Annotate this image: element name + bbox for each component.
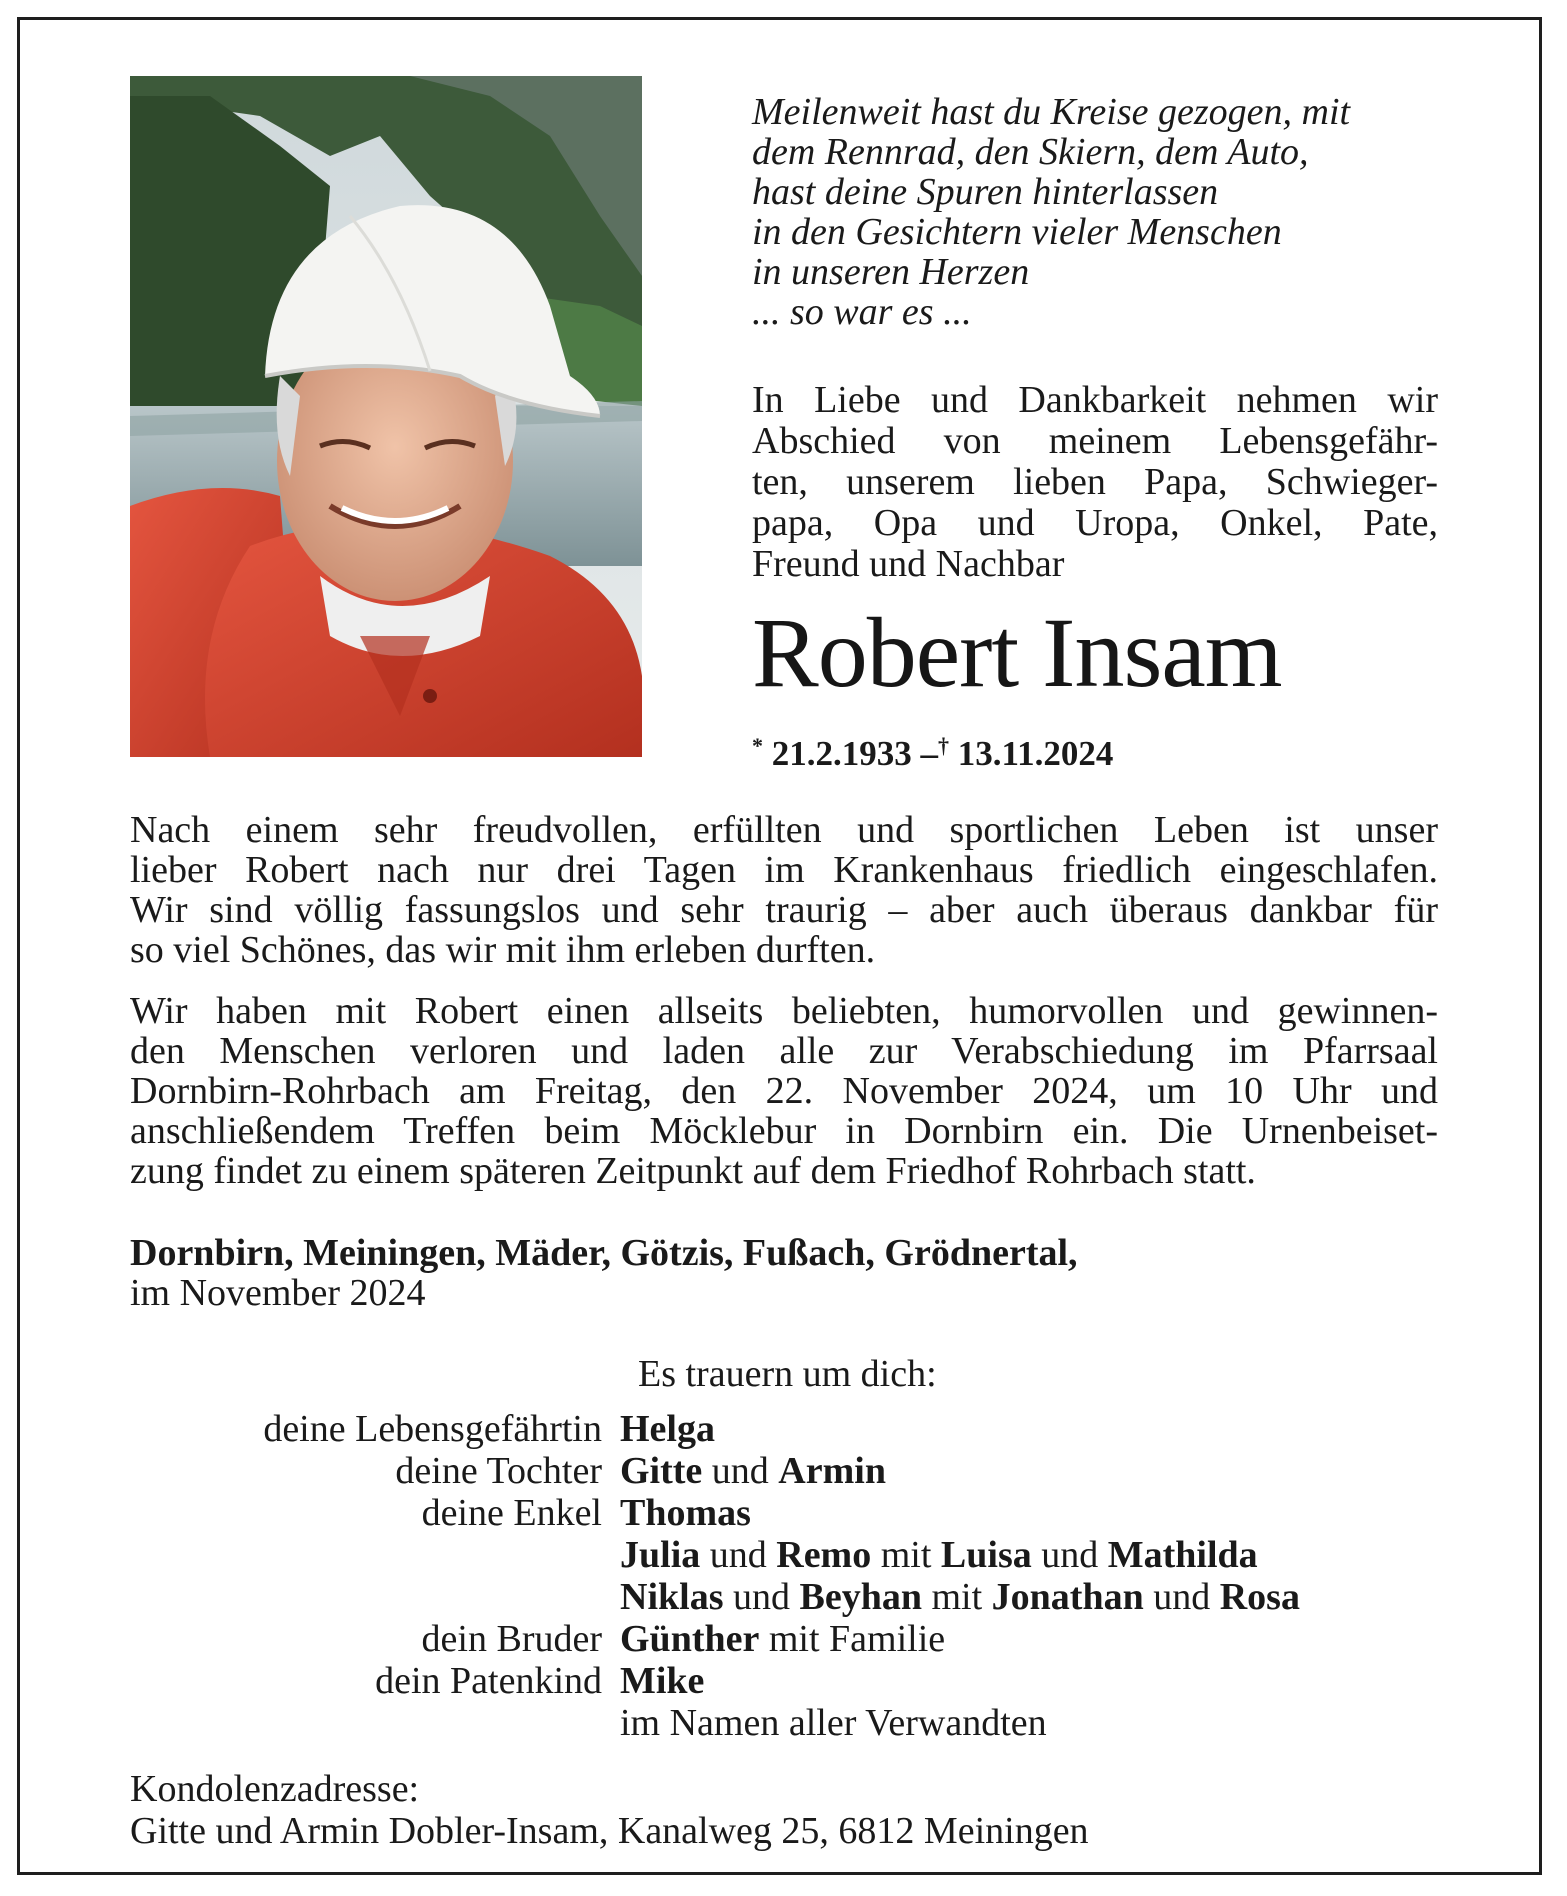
relation-label: dein Bruder <box>421 1618 602 1660</box>
mourner-name: Beyhan <box>799 1576 922 1618</box>
relatives-line: im Namen aller Verwandten <box>620 1702 1047 1744</box>
paragraph-line: Nach einem sehr freudvollen, erfüllten und sportlichen Leben ist unser <box>130 809 1438 851</box>
mourning-heading: Es trauern um dich: <box>638 1353 937 1395</box>
mourner-name: Thomas <box>620 1492 751 1534</box>
intro-line: Freund und Nachbar <box>752 543 1065 585</box>
date-line: im November 2024 <box>130 1272 426 1314</box>
relation-label: deine Tochter <box>395 1450 602 1492</box>
poem-line: Meilenweit hast du Kreise gezogen, mit <box>752 91 1351 133</box>
death-symbol: † <box>938 733 949 758</box>
connector: und <box>1153 1576 1211 1618</box>
mourner-name: Günther <box>620 1618 760 1660</box>
mourner-row <box>130 1492 1460 1534</box>
paragraph-line: Wir haben mit Robert einen allseits beliebten, humorvollen und gewinnen- <box>130 990 1438 1032</box>
relation-label: dein Patenkind <box>375 1660 602 1702</box>
paragraph-line: den Menschen verloren und laden alle zur Verabschiedung im Pfarrsaal <box>130 1030 1438 1072</box>
connector: und <box>1041 1534 1099 1576</box>
paragraph-line: zung findet zu einem späteren Zeitpunkt auf dem Friedhof Rohrbach statt. <box>130 1150 1256 1192</box>
deceased-name: Robert Insam <box>752 597 1282 708</box>
poem <box>752 92 1452 332</box>
intro-line: In Liebe und Dankbarkeit nehmen wir <box>752 379 1438 421</box>
paragraph-line: anschließendem Treffen beim Möcklebur in Dornbirn ein. Die Urnenbeiset- <box>130 1110 1438 1152</box>
places-line: Dornbirn, Meiningen, Mäder, Götzis, Fußach, Grödnertal, <box>130 1232 1078 1274</box>
mourner-name: Julia <box>620 1534 701 1576</box>
poem-line: in den Gesichtern vieler Menschen <box>752 211 1282 253</box>
mourner-row <box>130 1450 1460 1492</box>
paragraph-line: so viel Schönes, das wir mit ihm erleben durften. <box>130 929 876 971</box>
mourner-name: Mathilda <box>1107 1534 1258 1576</box>
life-dates <box>752 726 1113 774</box>
mourner-row <box>130 1660 1460 1702</box>
poem-line: in unseren Herzen <box>752 251 1030 293</box>
connector: und <box>711 1450 769 1492</box>
paragraph-farewell <box>130 991 1438 1191</box>
condolence-label: Kondolenzadresse: <box>130 1768 420 1810</box>
paragraph-life <box>130 810 1438 970</box>
poem-line: hast deine Spuren hinterlassen <box>752 171 1219 213</box>
mourner-name: Gitte <box>620 1450 703 1492</box>
portrait-photo <box>130 76 642 757</box>
connector: und <box>709 1534 767 1576</box>
paragraph-line: Wir sind völlig fassungslos und sehr traurig – aber auch überaus dankbar für <box>130 889 1438 931</box>
mourner-name: Mike <box>620 1660 705 1702</box>
places-and-date <box>130 1233 1078 1313</box>
intro-line: papa, Opa und Uropa, Onkel, Pate, <box>752 502 1438 544</box>
mourner-name: Helga <box>620 1408 715 1450</box>
mourners-list <box>130 1408 1460 1744</box>
birth-date: 21.2.1933 <box>771 734 912 773</box>
death-date: 13.11.2024 <box>957 734 1114 773</box>
intro-line: Abschied von meinem Lebensgefähr- <box>752 420 1438 462</box>
mourner-row <box>130 1702 1460 1744</box>
paragraph-line: lieber Robert nach nur drei Tagen im Krankenhaus friedlich eingeschlafen. <box>130 849 1438 891</box>
poem-line: ... so war es ... <box>752 291 972 333</box>
mourner-name: Armin <box>778 1450 886 1492</box>
mourner-name: Rosa <box>1219 1576 1300 1618</box>
mourner-row <box>130 1576 1460 1618</box>
intro-line: ten, unserem lieben Papa, Schwieger- <box>752 461 1438 503</box>
paragraph-line: Dornbirn-Rohrbach am Freitag, den 22. November 2024, um 10 Uhr und <box>130 1070 1438 1112</box>
connector: mit <box>880 1534 932 1576</box>
mourner-name: Luisa <box>940 1534 1032 1576</box>
intro-text <box>752 380 1438 585</box>
condolence-address <box>130 1768 1089 1852</box>
connector: mit <box>931 1576 983 1618</box>
connector: und <box>732 1576 790 1618</box>
family-label: Familie <box>829 1618 946 1660</box>
relation-label: deine Lebensgefährtin <box>263 1408 602 1450</box>
connector: mit <box>768 1618 820 1660</box>
mourner-row <box>130 1408 1460 1450</box>
mourner-name: Niklas <box>620 1576 724 1618</box>
date-separator: – <box>920 734 938 773</box>
mourner-name: Jonathan <box>991 1576 1144 1618</box>
poem-line: dem Rennrad, den Skiern, dem Auto, <box>752 131 1309 173</box>
condolence-address-line: Gitte und Armin Dobler-Insam, Kanalweg 25, 6812 Meiningen <box>130 1810 1089 1852</box>
mourner-name: Remo <box>776 1534 872 1576</box>
relation-label: deine Enkel <box>421 1492 602 1534</box>
mourner-row <box>130 1534 1460 1576</box>
birth-symbol: * <box>752 733 763 758</box>
mourner-row <box>130 1618 1460 1660</box>
